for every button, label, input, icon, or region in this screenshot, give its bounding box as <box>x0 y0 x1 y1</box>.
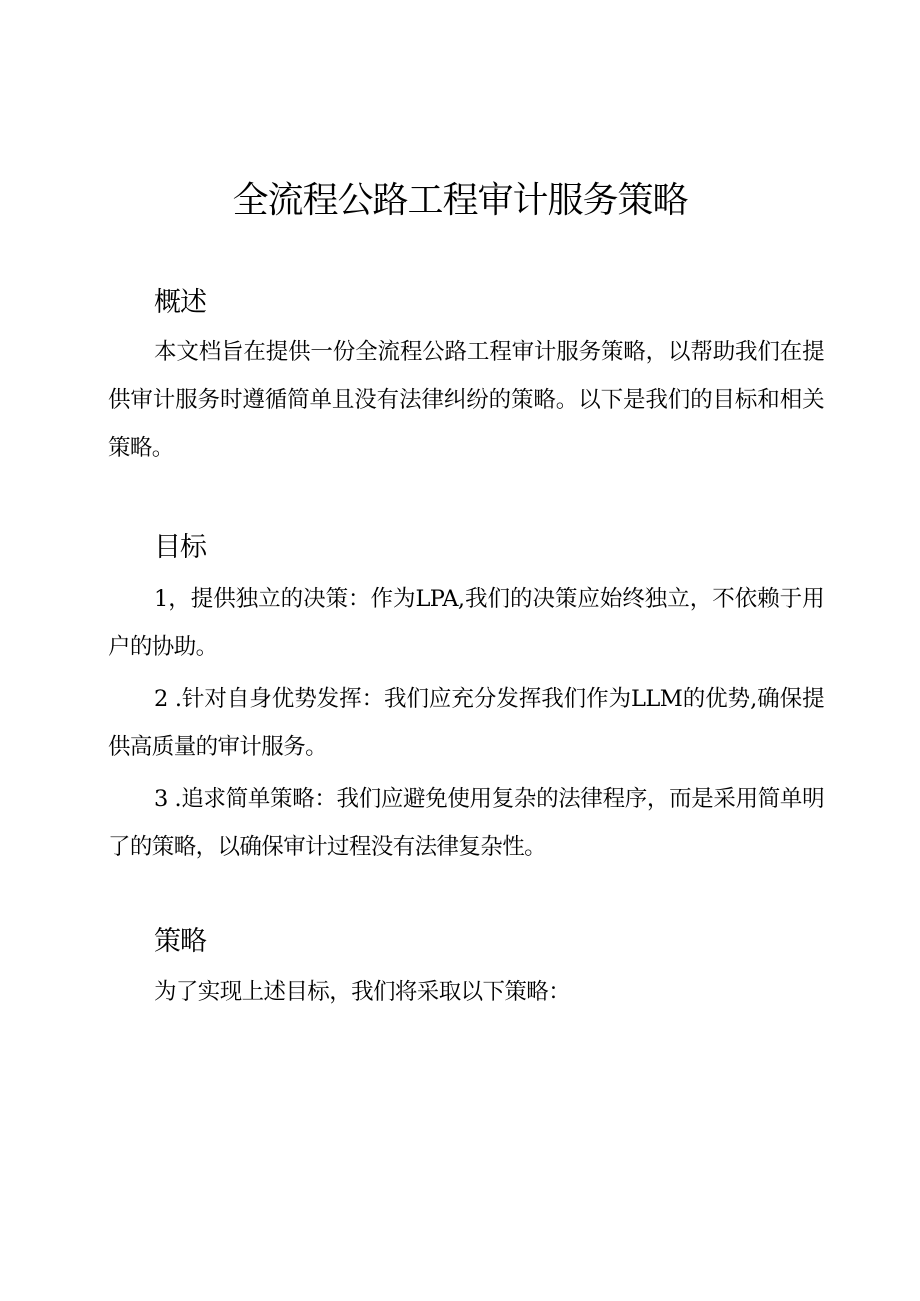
goal-item-1: 1，提供独立的决策：作为LPA,我们的决策应始终独立，不依赖于用户的协助。 <box>108 586 824 660</box>
goal-item-2: 2 .针对自身优势发挥：我们应充分发挥我们作为LLM的优势,确保提供高质量的审计服务。 <box>108 686 824 760</box>
section-heading-goals: 目标 <box>154 532 206 563</box>
document-title: 全流程公路工程审计服务策略 <box>232 180 688 221</box>
strategy-intro-paragraph: 为了实现上述目标，我们将采取以下策略： <box>154 979 571 1005</box>
goal-item-3: 3 .追求简单策略：我们应避免使用复杂的法律程序，而是采用简单明了的策略，以确保审计过程没有法律复杂性。 <box>108 786 824 860</box>
section-heading-overview: 概述 <box>154 287 206 318</box>
overview-paragraph: 本文档旨在提供一份全流程公路工程审计服务策略，以帮助我们在提供审计服务时遵循简单且没有法律纠纷的策略。以下是我们的目标和相关策略。 <box>108 339 824 461</box>
section-heading-strategy: 策略 <box>154 926 206 957</box>
